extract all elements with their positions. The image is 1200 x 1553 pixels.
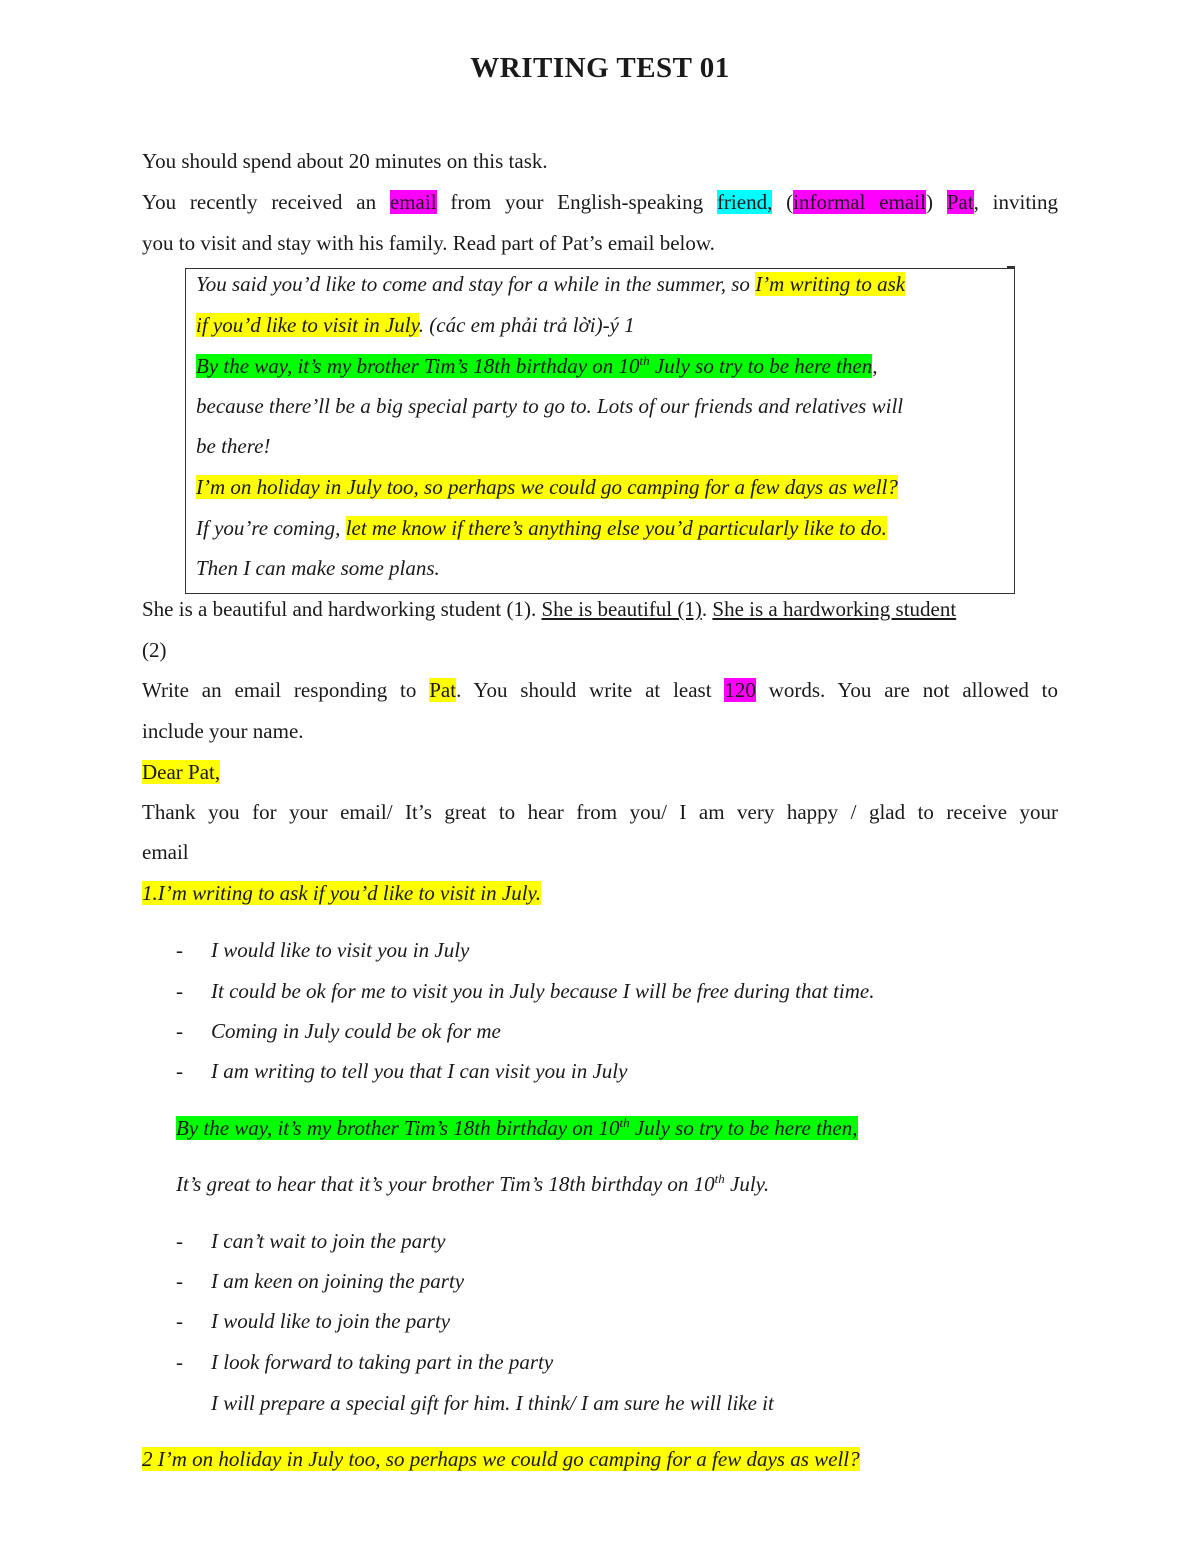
list-item: I would like to visit you in July <box>211 938 470 962</box>
grammar-example-cont: (2) <box>142 638 167 662</box>
list-item: It could be ok for me to visit you in July because I will be free during that time. <box>211 979 875 1003</box>
instruction-context-cont: you to visit and stay with his family. Read part of Pat’s email below. <box>142 231 715 255</box>
highlight-email: email <box>389 190 437 214</box>
list-item: Coming in July could be ok for me <box>211 1019 501 1043</box>
highlight-informal-email: informal email <box>793 190 926 214</box>
email-line-1: You said you’d like to come and stay for a while in the summer, so I’m writing to ask <box>196 272 906 296</box>
highlight-friend: friend, <box>716 190 773 214</box>
task-instruction-cont: include your name. <box>142 719 304 743</box>
birthday-response: It’s great to hear that it’s your brother Tim’s 18th birthday on 10th July. <box>176 1171 770 1196</box>
list-item-extra: I will prepare a special gift for him. I think/ I am sure he will like it <box>211 1391 774 1415</box>
point-1-heading: 1.I’m writing to ask if you’d like to visit in July. <box>142 881 541 905</box>
task-instruction: Write an email responding to Pat. You should write at least 120 words. You are not allowed to <box>142 678 1058 702</box>
bullet-dash: - <box>176 1059 183 1083</box>
email-line-3: By the way, it’s my brother Tim’s 18th birthday on 10th July so try to be here then, <box>196 353 878 378</box>
box-corner-mark <box>1007 266 1015 268</box>
birthday-heading: By the way, it’s my brother Tim’s 18th birthday on 10th July so try to be here then, <box>176 1115 858 1140</box>
email-line-8: Then I can make some plans. <box>196 556 440 580</box>
instruction-context: You recently received an email from your English-speaking friend, (informal email) Pat, inviting <box>142 190 1058 214</box>
instruction-time: You should spend about 20 minutes on this task. <box>142 149 548 173</box>
thanks-line: Thank you for your email/ It’s great to hear from you/ I am very happy / glad to receive your <box>142 800 1058 824</box>
thanks-line-cont: email <box>142 840 189 864</box>
bullet-dash: - <box>176 1019 183 1043</box>
bullet-dash: - <box>176 938 183 962</box>
list-item: I am keen on joining the party <box>211 1269 465 1293</box>
bullet-dash: - <box>176 979 183 1003</box>
bullet-dash: - <box>176 1350 183 1374</box>
list-item: I look forward to taking part in the party <box>211 1350 554 1374</box>
point-2-heading: 2 I’m on holiday in July too, so perhaps we could go camping for a few days as well? <box>142 1447 860 1471</box>
list-item: I am writing to tell you that I can visit you in July <box>211 1059 628 1083</box>
email-line-7: If you’re coming, let me know if there’s anything else you’d particularly like to do. <box>196 516 887 540</box>
email-line-5: be there! <box>196 434 271 458</box>
grammar-example: She is a beautiful and hardworking student (1). She is beautiful (1). She is a hardworking student <box>142 597 957 621</box>
greeting: Dear Pat, <box>142 760 221 784</box>
email-line-6: I’m on holiday in July too, so perhaps we could go camping for a few days as well? <box>196 475 898 499</box>
highlight-word-count: 120 <box>724 678 756 702</box>
bullet-dash: - <box>176 1309 183 1333</box>
page-title: WRITING TEST 01 <box>470 52 730 84</box>
highlight-pat: Pat <box>946 190 974 214</box>
bullet-dash: - <box>176 1229 183 1253</box>
bullet-dash: - <box>176 1269 183 1293</box>
email-line-2: if you’d like to visit in July. (các em phải trả lời)-ý 1 <box>196 313 635 337</box>
list-item: I would like to join the party <box>211 1309 451 1333</box>
email-line-4: because there’ll be a big special party to go to. Lots of our friends and relatives will <box>196 394 904 418</box>
list-item: I can’t wait to join the party <box>211 1229 446 1253</box>
